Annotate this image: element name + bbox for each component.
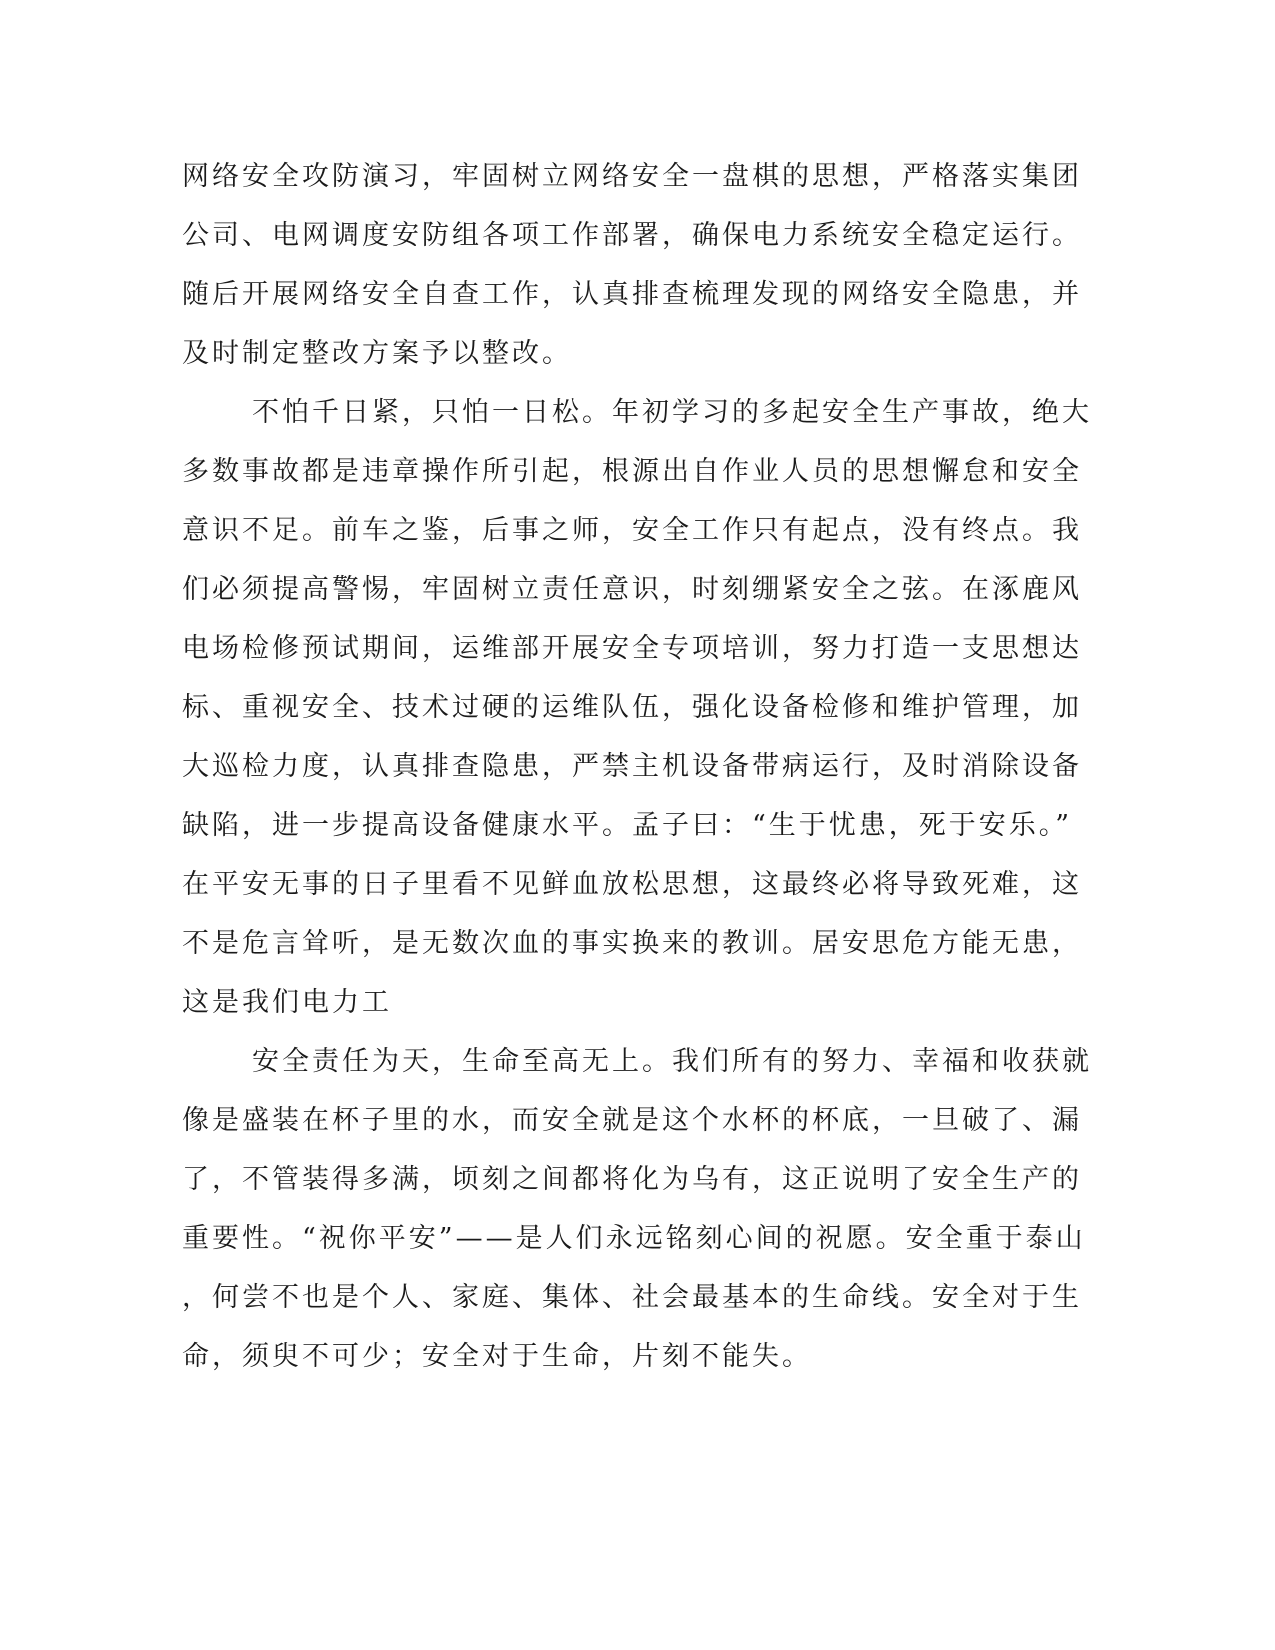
paragraph-2-line-1: 不怕千日紧，只怕一日松。年初学习的多起安全生产事故，绝大 xyxy=(252,397,1092,428)
paragraph-3-line-1: 安全责任为天，生命至高无上。我们所有的努力、幸福和收获就 xyxy=(252,1046,1092,1077)
paragraph-2-line-6: 标、重视安全、技术过硬的运维队伍，强化设备检修和维护管理，加 xyxy=(182,692,1082,723)
paragraph-3-line-3: 了，不管装得多满，顷刻之间都将化为乌有，这正说明了安全生产的 xyxy=(182,1164,1082,1195)
paragraph-2-line-10: 不是危言耸听，是无数次血的事实换来的教训。居安思危方能无患， xyxy=(182,928,1082,959)
paragraph-1-line-3: 随后开展网络安全自查工作，认真排查梳理发现的网络安全隐患，并 xyxy=(182,279,1082,310)
paragraph-3-line-6: 命，须臾不可少；安全对于生命，片刻不能失。 xyxy=(182,1341,812,1372)
paragraph-2-line-11: 这是我们电力工 xyxy=(182,987,392,1018)
paragraph-2-line-8: 缺陷，进一步提高设备健康水平。孟子曰：“生于忧患，死于安乐。” xyxy=(182,810,1073,841)
paragraph-2-line-2: 多数事故都是违章操作所引起，根源出自作业人员的思想懈怠和安全 xyxy=(182,456,1082,487)
paragraph-1-line-4: 及时制定整改方案予以整改。 xyxy=(182,338,572,369)
paragraph-3-line-4: 重要性。“祝你平安”——是人们永远铭刻心间的祝愿。安全重于泰山 xyxy=(182,1223,1086,1254)
paragraph-2-line-5: 电场检修预试期间，运维部开展安全专项培训，努力打造一支思想达 xyxy=(182,633,1082,664)
paragraph-2-line-9: 在平安无事的日子里看不见鲜血放松思想，这最终必将导致死难，这 xyxy=(182,869,1082,900)
paragraph-1-line-1: 网络安全攻防演习，牢固树立网络安全一盘棋的思想，严格落实集团 xyxy=(182,161,1082,192)
paragraph-2-line-7: 大巡检力度，认真排查隐患，严禁主机设备带病运行，及时消除设备 xyxy=(182,751,1082,782)
paragraph-2-line-4: 们必须提高警惕，牢固树立责任意识，时刻绷紧安全之弦。在涿鹿风 xyxy=(182,574,1082,605)
paragraph-3-line-5: ，何尝不也是个人、家庭、集体、社会最基本的生命线。安全对于生 xyxy=(182,1282,1082,1313)
paragraph-3-line-2: 像是盛装在杯子里的水，而安全就是这个水杯的杯底，一旦破了、漏 xyxy=(182,1105,1082,1136)
paragraph-1-line-2: 公司、电网调度安防组各项工作部署，确保电力系统安全稳定运行。 xyxy=(182,220,1082,251)
paragraph-2-line-3: 意识不足。前车之鉴，后事之师，安全工作只有起点，没有终点。我 xyxy=(182,515,1082,546)
